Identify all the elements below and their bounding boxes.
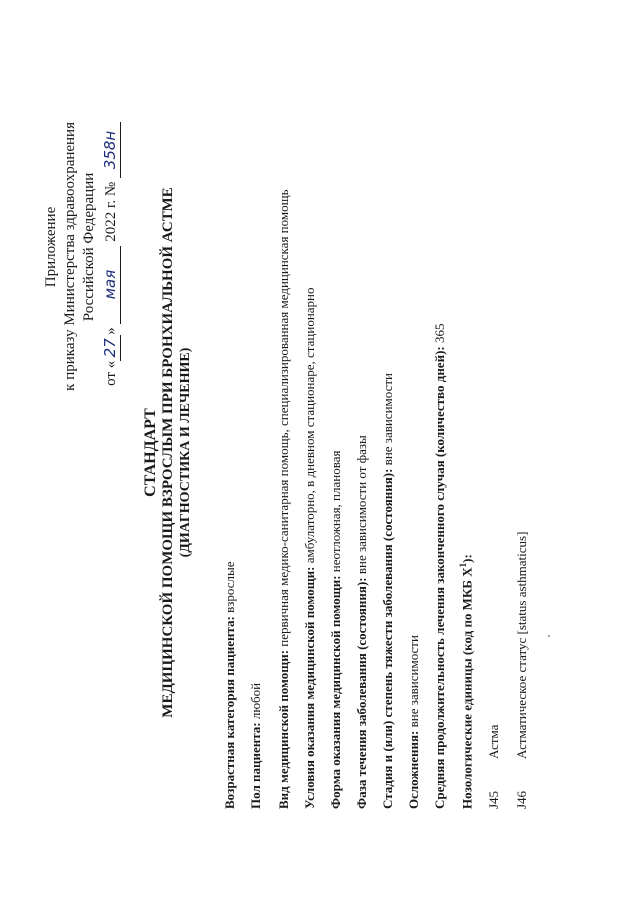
field-value: вне зависимости [380,373,395,466]
field-label: Форма оказания медицинской помощи: [328,575,343,809]
field-value: неотложная, плановая [328,450,343,573]
field-value: любой [248,682,263,720]
approval-line-1: Приложение [43,206,59,288]
nosology-item-name: Астма [486,724,501,759]
handwritten-order-number: 358н [101,122,121,178]
field-disease-stage [380,373,396,809]
approval-date-line [101,122,121,442]
field-label: Фаза течения заболевания (состояния): [354,577,369,809]
date-year: 2022 г. № [103,181,119,242]
field-care-type [276,189,292,809]
field-label: Вид медицинской помощи: [276,649,291,809]
field-label: Стадия и (или) степень тяжести заболевания (состояния): [380,468,395,809]
title-line-2: МЕДИЦИНСКОЙ ПОМОЩИ ВЗРОСЛЫМ ПРИ БРОНХИАЛЬНОЙ АСТМЕ [160,187,176,718]
field-value: 365 [432,323,447,344]
handwritten-day: 27 [101,335,121,361]
nosology-label: Нозологические единицы (код по МКБ X [459,567,475,809]
field-label: Возрастная категория пациента: [222,616,237,809]
approval-block [42,122,121,442]
approval-line-3: Российской Федерации [81,172,97,322]
nosology-label-end: ): [459,554,475,563]
field-complications [406,635,422,809]
field-value: взрослые [222,561,237,613]
field-label: Пол пациента: [248,722,263,809]
nosology-footnote-mark: 1 [458,562,468,568]
field-care-form [328,451,344,809]
field-age-category [222,562,238,809]
title-line-3: (ДИАГНОСТИКА И ЛЕЧЕНИЕ) [178,347,193,558]
field-value: первичная медико-санитарная помощь, специализированная медицинская помощь [276,189,291,647]
handwritten-month: мая [101,246,121,324]
title-line-1: СТАНДАРТ [142,408,159,497]
scan-speck [548,635,550,637]
field-label: Условия оказания медицинской помощи: [302,566,317,809]
field-sex [248,683,264,809]
date-mid: » [103,327,119,335]
field-treatment-duration [432,324,448,809]
nosology-item-name: Астматическое статус [status asthmaticus] [514,531,529,759]
field-disease-phase [354,435,370,809]
approval-line-2: к приказу Министерства здравоохранения [62,122,78,391]
field-care-conditions [302,287,318,809]
date-prefix: от « [103,360,119,386]
field-value: вне зависимости [406,635,421,728]
field-value: вне зависимости от фазы [354,435,369,575]
field-label: Осложнения: [406,730,421,809]
nosology-item-code: J46 [514,790,529,809]
field-value: амбулаторно, в дневном стационаре, стационарно [302,287,317,564]
field-label: Средняя продолжительность лечения законченного случая (количество дней): [432,346,447,809]
nosology-item-code: J45 [486,790,501,809]
nosology-heading [458,554,475,809]
